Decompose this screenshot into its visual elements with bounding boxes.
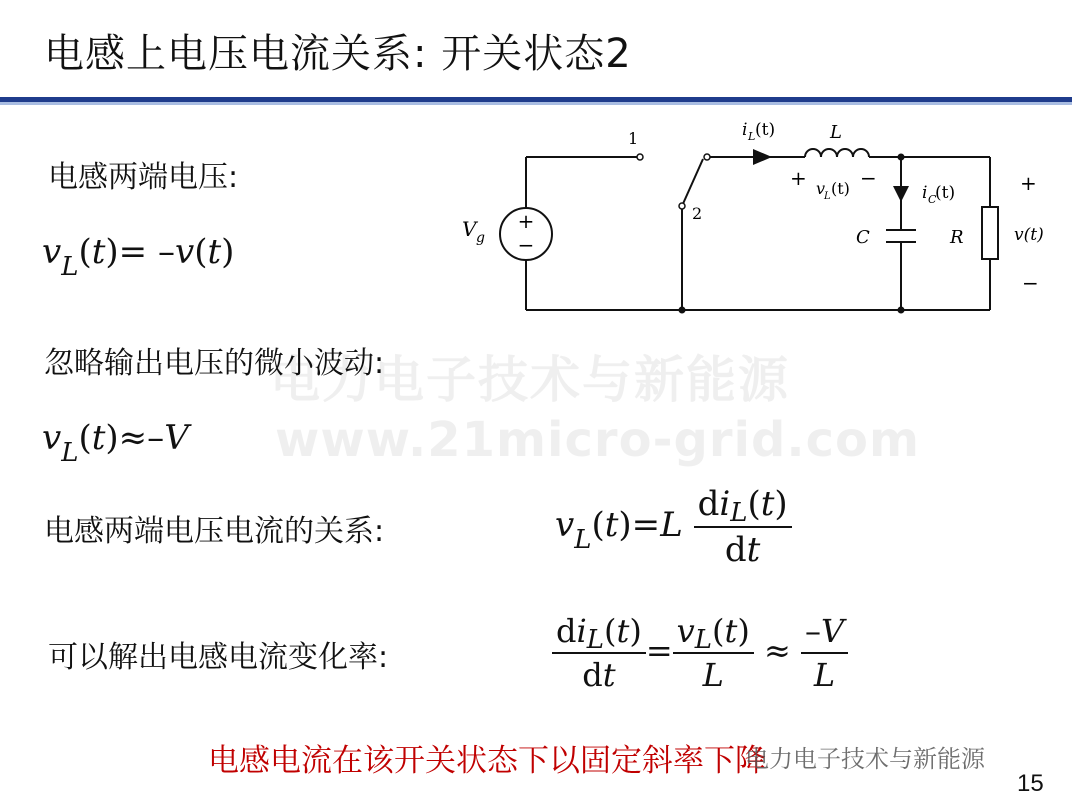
equation-vl-approx-neg-V: $v_L(t)\approx-V$	[42, 418, 189, 468]
corner-watermark: 电力电子技术与新能源	[745, 745, 985, 773]
inductor-label: L	[830, 122, 842, 143]
current-label-sub: L	[748, 130, 756, 143]
slide-title: 电感上电压电流关系: 开关状态2	[44, 31, 632, 77]
equation-vl-equals-neg-v: $v_L(t)= -v(t)$	[42, 232, 235, 282]
vl-label-sub: L	[824, 191, 831, 202]
capacitor-label: C	[856, 227, 870, 248]
ic-label-sub: C	[928, 193, 937, 206]
equation-current-slope: $\frac{\text{diL(t)}}{dt}$ = $\frac{vL(t)}{L}$ ≈ $\frac{-V}{L}$	[552, 612, 848, 694]
source-minus: −	[517, 233, 535, 257]
vout-label: v(t)	[1014, 225, 1044, 245]
vl-minus: −	[860, 166, 877, 190]
equation-vl-L-di-dt: $v_L(t)=L$ $\frac{\text{diL(t)}}{dt}$	[555, 484, 792, 570]
page-number: 15	[1017, 770, 1044, 797]
current-label-i: i	[742, 120, 748, 140]
label-ignore-ripple: 忽略输出电压的微小波动:	[44, 346, 385, 381]
watermark-url: www.21micro-grid.com	[275, 412, 921, 468]
current-label-arg: (t)	[755, 120, 776, 140]
source-plus: +	[517, 209, 535, 233]
source-label: V	[462, 217, 477, 241]
vout-minus: −	[1022, 271, 1039, 295]
ic-label-i: i	[922, 183, 928, 203]
watermark-text: 电力电子技术与新能源	[270, 351, 790, 409]
buck-converter-circuit	[440, 110, 1060, 330]
resistor-label: R	[950, 227, 964, 248]
label-inductor-voltage: 电感两端电压:	[48, 160, 239, 195]
vl-label-v: v	[816, 179, 826, 198]
switch-pos-1: 1	[628, 129, 639, 148]
conclusion-text: 电感电流在该开关状态下以固定斜率下降	[208, 743, 766, 779]
vout-plus: +	[1020, 171, 1037, 195]
label-vi-relation: 电感两端电压电流的关系:	[44, 514, 385, 549]
ic-label-arg: (t)	[935, 183, 956, 203]
source-label-sub: g	[476, 230, 485, 246]
label-solve-rate: 可以解出电感电流变化率:	[48, 640, 389, 675]
title-rule-accent	[0, 102, 1072, 105]
switch-pos-2: 2	[692, 204, 703, 223]
vl-label-arg: (t)	[831, 179, 850, 198]
vl-plus: +	[790, 166, 807, 190]
